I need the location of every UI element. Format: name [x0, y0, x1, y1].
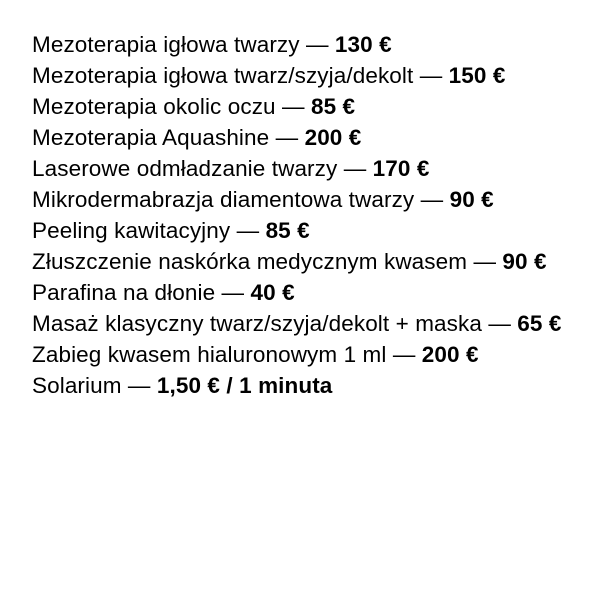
- price-list: [32, 29, 592, 401]
- service-price: 40 €: [250, 280, 295, 305]
- price-item-hyaluronic-acid-treatment: [32, 339, 592, 370]
- service-name: Peeling kawitacyjny —: [32, 218, 266, 243]
- price-item-mesotherapy-needle-face: [32, 29, 592, 60]
- service-price: 90 €: [449, 187, 494, 212]
- service-name: Mikrodermabrazja diamentowa twarzy —: [32, 187, 450, 212]
- service-name: Mezoterapia Aquashine —: [32, 125, 305, 150]
- service-name: Mezoterapia igłowa twarz/szyja/dekolt —: [32, 63, 449, 88]
- price-item-classic-massage-mask: [32, 308, 592, 339]
- service-name: Masaż klasyczny twarz/szyja/dekolt + maska —: [32, 311, 518, 336]
- price-item-diamond-microdermabrasion: [32, 184, 592, 215]
- price-item-laser-face-rejuvenation: [32, 153, 592, 184]
- service-price: 1,50 € / 1 minuta: [156, 373, 333, 398]
- price-item-mesotherapy-eye-area: [32, 91, 592, 122]
- service-name: Solarium —: [32, 373, 157, 398]
- price-item-medical-acid-exfoliation: [32, 246, 592, 277]
- service-name: Złuszczenie naskórka medycznym kwasem —: [32, 249, 503, 274]
- price-item-mesotherapy-aquashine: [32, 122, 592, 153]
- service-price: 85 €: [310, 94, 356, 119]
- service-price: 85 €: [265, 218, 310, 243]
- price-item-mesotherapy-needle-face-neck-decollete: [32, 60, 592, 91]
- price-item-cavitation-peeling: [32, 215, 592, 246]
- price-item-paraffin-hands: [32, 277, 592, 308]
- service-price: 170 €: [372, 156, 430, 181]
- service-price: 150 €: [448, 63, 506, 88]
- service-name: Parafina na dłonie —: [32, 280, 251, 305]
- service-name: Mezoterapia igłowa twarzy —: [32, 32, 335, 57]
- service-price: 200 €: [421, 342, 479, 367]
- price-item-solarium: [32, 370, 592, 401]
- service-price: 130 €: [334, 32, 392, 57]
- service-name: Mezoterapia okolic oczu —: [32, 94, 311, 119]
- service-name: Laserowe odmładzanie twarzy —: [32, 156, 373, 181]
- service-name: Zabieg kwasem hialuronowym 1 ml —: [32, 342, 422, 367]
- service-price: 200 €: [304, 125, 362, 150]
- service-price: 90 €: [502, 249, 547, 274]
- service-price: 65 €: [517, 311, 562, 336]
